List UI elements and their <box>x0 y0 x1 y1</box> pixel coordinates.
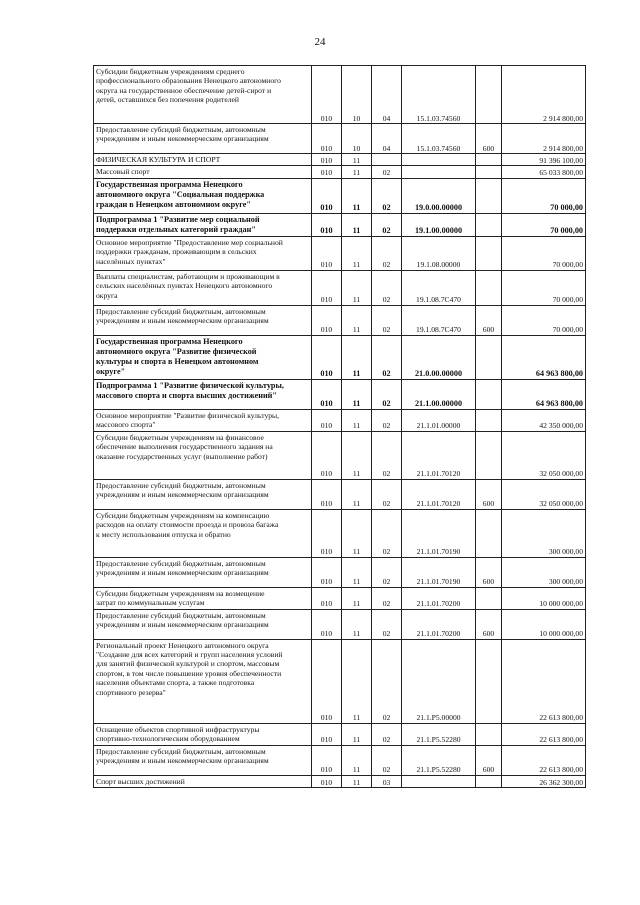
section-code-cell: 10 <box>342 66 372 124</box>
description-cell <box>94 270 312 305</box>
amount-cell: 42 350 000,00 <box>502 409 586 431</box>
ministry-code-cell: 010 <box>312 745 342 775</box>
description-line: граждан в Ненецком автономном округе" <box>96 199 251 209</box>
subsection-code-cell: 02 <box>372 305 402 335</box>
amount-cell: 22 613 800,00 <box>502 745 586 775</box>
description-line: спортом, в том числе повышение уровня обеспеченности <box>96 668 282 678</box>
subsection-code-cell <box>372 154 402 166</box>
subsection-code-cell: 02 <box>372 609 402 639</box>
amount-cell: 70 000,00 <box>502 178 586 213</box>
ministry-code-cell: 010 <box>312 379 342 409</box>
expense-type-cell <box>476 335 502 379</box>
ministry-code-cell: 010 <box>312 236 342 270</box>
expense-type-cell <box>476 723 502 745</box>
section-code-cell: 11 <box>342 639 372 723</box>
amount-cell: 22 613 800,00 <box>502 723 586 745</box>
description-line: затрат по коммунальным услугам <box>96 598 205 608</box>
description-cell <box>94 609 312 639</box>
description-line: расходов на оплату стоимости проезда и провоза багажа <box>96 520 279 530</box>
description-line: Государственная программа Ненецкого <box>96 179 243 189</box>
section-code-cell: 11 <box>342 178 372 213</box>
amount-cell: 64 963 800,00 <box>502 379 586 409</box>
expense-type-cell: 600 <box>476 479 502 509</box>
target-article-cell: 21.1.00.00000 <box>402 379 476 409</box>
ministry-code-cell: 010 <box>312 639 342 723</box>
ministry-code-cell: 010 <box>312 335 342 379</box>
subsection-code-cell: 02 <box>372 723 402 745</box>
target-article-cell: 21.1.01.70190 <box>402 557 476 587</box>
ministry-code-cell: 010 <box>312 479 342 509</box>
amount-cell: 65 033 800,00 <box>502 166 586 178</box>
table-row <box>94 479 586 509</box>
description-line: поддержки гражданам, проживающим в сельских <box>96 247 257 257</box>
description-line: сельских населённых пунктах Ненецкого автономного <box>96 281 273 291</box>
description-cell <box>94 509 312 557</box>
expense-type-cell <box>476 213 502 236</box>
description-cell <box>94 178 312 213</box>
amount-cell: 10 000 000,00 <box>502 587 586 609</box>
target-article-cell: 21.1.P5.52280 <box>402 745 476 775</box>
table-row <box>94 557 586 587</box>
subsection-code-cell: 02 <box>372 270 402 305</box>
description-cell <box>94 66 312 124</box>
table-row <box>94 431 586 479</box>
section-code-cell: 11 <box>342 154 372 166</box>
expense-type-cell <box>476 154 502 166</box>
description-line: спортивного резерва" <box>96 687 166 697</box>
subsection-code-cell: 02 <box>372 409 402 431</box>
table-row <box>94 124 586 154</box>
subsection-code-cell: 02 <box>372 379 402 409</box>
subsection-code-cell: 02 <box>372 236 402 270</box>
description-line: учреждениям и иным некоммерческим организациям <box>96 134 269 144</box>
table-row <box>94 409 586 431</box>
description-line: поддержки отдельных категорий граждан" <box>96 224 256 234</box>
expense-type-cell <box>476 270 502 305</box>
description-cell <box>94 639 312 723</box>
description-line: учреждениям и иным некоммерческим организациям <box>96 756 269 766</box>
amount-cell: 2 914 800,00 <box>502 66 586 124</box>
section-code-cell: 11 <box>342 213 372 236</box>
table-row <box>94 305 586 335</box>
description-cell <box>94 335 312 379</box>
ministry-code-cell: 010 <box>312 557 342 587</box>
section-code-cell: 11 <box>342 557 372 587</box>
target-article-cell: 21.1.01.70200 <box>402 587 476 609</box>
section-code-cell: 11 <box>342 723 372 745</box>
ministry-code-cell: 010 <box>312 166 342 178</box>
amount-cell: 300 000,00 <box>502 557 586 587</box>
description-line: для занятий физической культурой и спортом, массовым <box>96 659 280 669</box>
expense-type-cell <box>476 178 502 213</box>
target-article-cell: 21.1.01.70120 <box>402 479 476 509</box>
ministry-code-cell: 010 <box>312 305 342 335</box>
amount-cell: 300 000,00 <box>502 509 586 557</box>
subsection-code-cell: 02 <box>372 557 402 587</box>
section-code-cell: 11 <box>342 166 372 178</box>
description-cell <box>94 154 312 166</box>
description-cell <box>94 305 312 335</box>
section-code-cell: 11 <box>342 609 372 639</box>
target-article-cell: 21.1.01.70120 <box>402 431 476 479</box>
ministry-code-cell: 010 <box>312 213 342 236</box>
section-code-cell: 10 <box>342 124 372 154</box>
ministry-code-cell: 010 <box>312 587 342 609</box>
description-line: Субсидии бюджетным учреждениям на компенсацию <box>96 510 270 520</box>
section-code-cell: 11 <box>342 379 372 409</box>
target-article-cell: 19.1.08.00000 <box>402 236 476 270</box>
target-article-cell: 19.1.08.7C470 <box>402 270 476 305</box>
subsection-code-cell: 02 <box>372 166 402 178</box>
target-article-cell: 21.1.P5.52280 <box>402 723 476 745</box>
subsection-code-cell: 02 <box>372 178 402 213</box>
budget-table <box>93 65 586 788</box>
description-line: Субсидии бюджетным учреждениям на возмещение <box>96 588 265 598</box>
table-row <box>94 178 586 213</box>
expense-type-cell <box>476 409 502 431</box>
description-line: Предоставление субсидий бюджетным, автономным <box>96 558 266 568</box>
table-row <box>94 745 586 775</box>
page-number: 24 <box>314 36 326 48</box>
section-code-cell: 11 <box>342 479 372 509</box>
description-line: Оснащение объектов спортивной инфраструктуры <box>96 724 260 734</box>
section-code-cell: 11 <box>342 270 372 305</box>
description-cell <box>94 124 312 154</box>
amount-cell: 70 000,00 <box>502 236 586 270</box>
description-line: Предоставление субсидий бюджетным, автономным <box>96 480 266 490</box>
amount-cell: 32 050 000,00 <box>502 431 586 479</box>
description-line: Государственная программа Ненецкого <box>96 336 243 346</box>
description-cell <box>94 236 312 270</box>
description-cell <box>94 775 312 787</box>
section-code-cell: 11 <box>342 335 372 379</box>
expense-type-cell: 600 <box>476 557 502 587</box>
section-code-cell: 11 <box>342 409 372 431</box>
target-article-cell: 19.0.00.00000 <box>402 178 476 213</box>
section-code-cell: 11 <box>342 431 372 479</box>
description-line: Предоставление субсидий бюджетным, автономным <box>96 610 266 620</box>
section-code-cell: 11 <box>342 509 372 557</box>
amount-cell: 2 914 800,00 <box>502 124 586 154</box>
description-line: Спорт высших достижений <box>96 776 185 786</box>
target-article-cell <box>402 775 476 787</box>
expense-type-cell <box>476 431 502 479</box>
amount-cell: 64 963 800,00 <box>502 335 586 379</box>
description-line: округа на государственное обеспечение детей-сирот и <box>96 85 272 95</box>
description-cell <box>94 587 312 609</box>
description-line: к месту использования отпуска и обратно <box>96 529 231 539</box>
ministry-code-cell: 010 <box>312 154 342 166</box>
table-row <box>94 154 586 166</box>
description-line: Предоставление субсидий бюджетным, автономным <box>96 746 266 756</box>
description-line: детей, оставшихся без попечения родителей <box>96 95 239 105</box>
description-line: округа <box>96 290 118 300</box>
description-line: Подпрограмма 1 "Развитие физической культуры, <box>96 380 284 390</box>
description-line: "Создание для всех категорий и групп населения условий <box>96 650 283 660</box>
section-code-cell: 11 <box>342 305 372 335</box>
target-article-cell: 15.1.03.74560 <box>402 66 476 124</box>
target-article-cell: 19.1.00.00000 <box>402 213 476 236</box>
description-line: Основное мероприятие "Предоставление мер социальной <box>96 237 283 247</box>
subsection-code-cell: 04 <box>372 124 402 154</box>
target-article-cell: 21.1.01.00000 <box>402 409 476 431</box>
description-line: культуры и спорта в Ненецком автономном <box>96 356 259 366</box>
ministry-code-cell: 010 <box>312 66 342 124</box>
subsection-code-cell: 02 <box>372 479 402 509</box>
expense-type-cell <box>476 775 502 787</box>
subsection-code-cell: 02 <box>372 213 402 236</box>
expense-type-cell <box>476 236 502 270</box>
ministry-code-cell: 010 <box>312 509 342 557</box>
description-cell <box>94 723 312 745</box>
amount-cell: 32 050 000,00 <box>502 479 586 509</box>
expense-type-cell: 600 <box>476 305 502 335</box>
target-article-cell: 15.1.03.74560 <box>402 124 476 154</box>
subsection-code-cell: 04 <box>372 66 402 124</box>
description-cell <box>94 213 312 236</box>
target-article-cell <box>402 154 476 166</box>
ministry-code-cell: 010 <box>312 178 342 213</box>
description-line: учреждениям и иным некоммерческим организациям <box>96 568 269 578</box>
description-line: Субсидии бюджетным учреждениям среднего <box>96 67 245 76</box>
expense-type-cell <box>476 509 502 557</box>
description-line: автономного округа "Социальная поддержка <box>96 189 265 199</box>
description-line: оказание государственных услуг (выполнение работ) <box>96 451 268 461</box>
table-row <box>94 236 586 270</box>
target-article-cell: 21.0.00.00000 <box>402 335 476 379</box>
description-cell <box>94 479 312 509</box>
description-line: обеспечение выполнения государственного задания на <box>96 442 273 452</box>
ministry-code-cell: 010 <box>312 609 342 639</box>
target-article-cell: 19.1.08.7C470 <box>402 305 476 335</box>
description-line: ФИЗИЧЕСКАЯ КУЛЬТУРА И СПОРТ <box>96 155 221 164</box>
description-line: автономного округа "Развитие физической <box>96 346 257 356</box>
description-line: профессионального образования Ненецкого автономного <box>96 76 281 86</box>
subsection-code-cell: 03 <box>372 775 402 787</box>
expense-type-cell: 600 <box>476 124 502 154</box>
description-cell <box>94 745 312 775</box>
ministry-code-cell: 010 <box>312 775 342 787</box>
expense-type-cell <box>476 587 502 609</box>
section-code-cell: 11 <box>342 775 372 787</box>
amount-cell: 91 396 100,00 <box>502 154 586 166</box>
subsection-code-cell: 02 <box>372 587 402 609</box>
amount-cell: 10 000 000,00 <box>502 609 586 639</box>
ministry-code-cell: 010 <box>312 270 342 305</box>
ministry-code-cell: 010 <box>312 124 342 154</box>
subsection-code-cell: 02 <box>372 639 402 723</box>
table-row <box>94 609 586 639</box>
description-line: массового спорта и спорта высших достижений" <box>96 390 277 400</box>
description-line: Субсидии бюджетным учреждениям на финансовое <box>96 432 264 442</box>
expense-type-cell <box>476 66 502 124</box>
description-line: Выплаты специалистам, работающим и проживающим в <box>96 271 280 281</box>
description-line: учреждениям и иным некоммерческим организациям <box>96 490 269 500</box>
table-row <box>94 509 586 557</box>
section-code-cell: 11 <box>342 587 372 609</box>
table-row <box>94 166 586 178</box>
expense-type-cell <box>476 379 502 409</box>
table-row <box>94 213 586 236</box>
section-code-cell: 11 <box>342 745 372 775</box>
amount-cell: 70 000,00 <box>502 305 586 335</box>
description-line: Региональный проект Ненецкого автономного округа <box>96 640 269 650</box>
description-line: Массовый спорт <box>96 167 150 177</box>
description-line: Подпрограмма 1 "Развитие мер социальной <box>96 214 260 224</box>
section-code-cell: 11 <box>342 236 372 270</box>
expense-type-cell: 600 <box>476 609 502 639</box>
description-line: округе" <box>96 366 126 376</box>
ministry-code-cell: 010 <box>312 409 342 431</box>
table-row <box>94 587 586 609</box>
amount-cell: 70 000,00 <box>502 213 586 236</box>
subsection-code-cell: 02 <box>372 745 402 775</box>
target-article-cell: 21.1.P5.00000 <box>402 639 476 723</box>
table-row <box>94 66 586 124</box>
description-line: населённых пунктах" <box>96 256 166 266</box>
description-line: учреждениям и иным некоммерческим организациям <box>96 316 269 326</box>
description-line: учреждениям и иным некоммерческим организациям <box>96 620 269 630</box>
description-line: Предоставление субсидий бюджетным, автономным <box>96 125 266 134</box>
description-cell <box>94 431 312 479</box>
subsection-code-cell: 02 <box>372 335 402 379</box>
subsection-code-cell: 02 <box>372 431 402 479</box>
table-row <box>94 775 586 787</box>
amount-cell: 22 613 800,00 <box>502 639 586 723</box>
expense-type-cell <box>476 166 502 178</box>
description-cell <box>94 409 312 431</box>
table-row <box>94 335 586 379</box>
ministry-code-cell: 010 <box>312 431 342 479</box>
table-row <box>94 270 586 305</box>
table-row <box>94 723 586 745</box>
target-article-cell: 21.1.01.70200 <box>402 609 476 639</box>
description-line: спортивно-технологическим оборудованием <box>96 734 240 744</box>
description-cell <box>94 557 312 587</box>
target-article-cell <box>402 166 476 178</box>
description-cell <box>94 166 312 178</box>
table-row <box>94 379 586 409</box>
description-cell <box>94 379 312 409</box>
amount-cell: 26 362 300,00 <box>502 775 586 787</box>
ministry-code-cell: 010 <box>312 723 342 745</box>
description-line: Предоставление субсидий бюджетным, автономным <box>96 306 266 316</box>
expense-type-cell <box>476 639 502 723</box>
expense-type-cell: 600 <box>476 745 502 775</box>
subsection-code-cell: 02 <box>372 509 402 557</box>
description-line: Основное мероприятие "Развитие физической культуры, <box>96 410 280 420</box>
description-line: массового спорта" <box>96 420 156 430</box>
description-line: населения объектами спорта, а также подготовка <box>96 678 255 688</box>
target-article-cell: 21.1.01.70190 <box>402 509 476 557</box>
amount-cell: 70 000,00 <box>502 270 586 305</box>
table-row <box>94 639 586 723</box>
